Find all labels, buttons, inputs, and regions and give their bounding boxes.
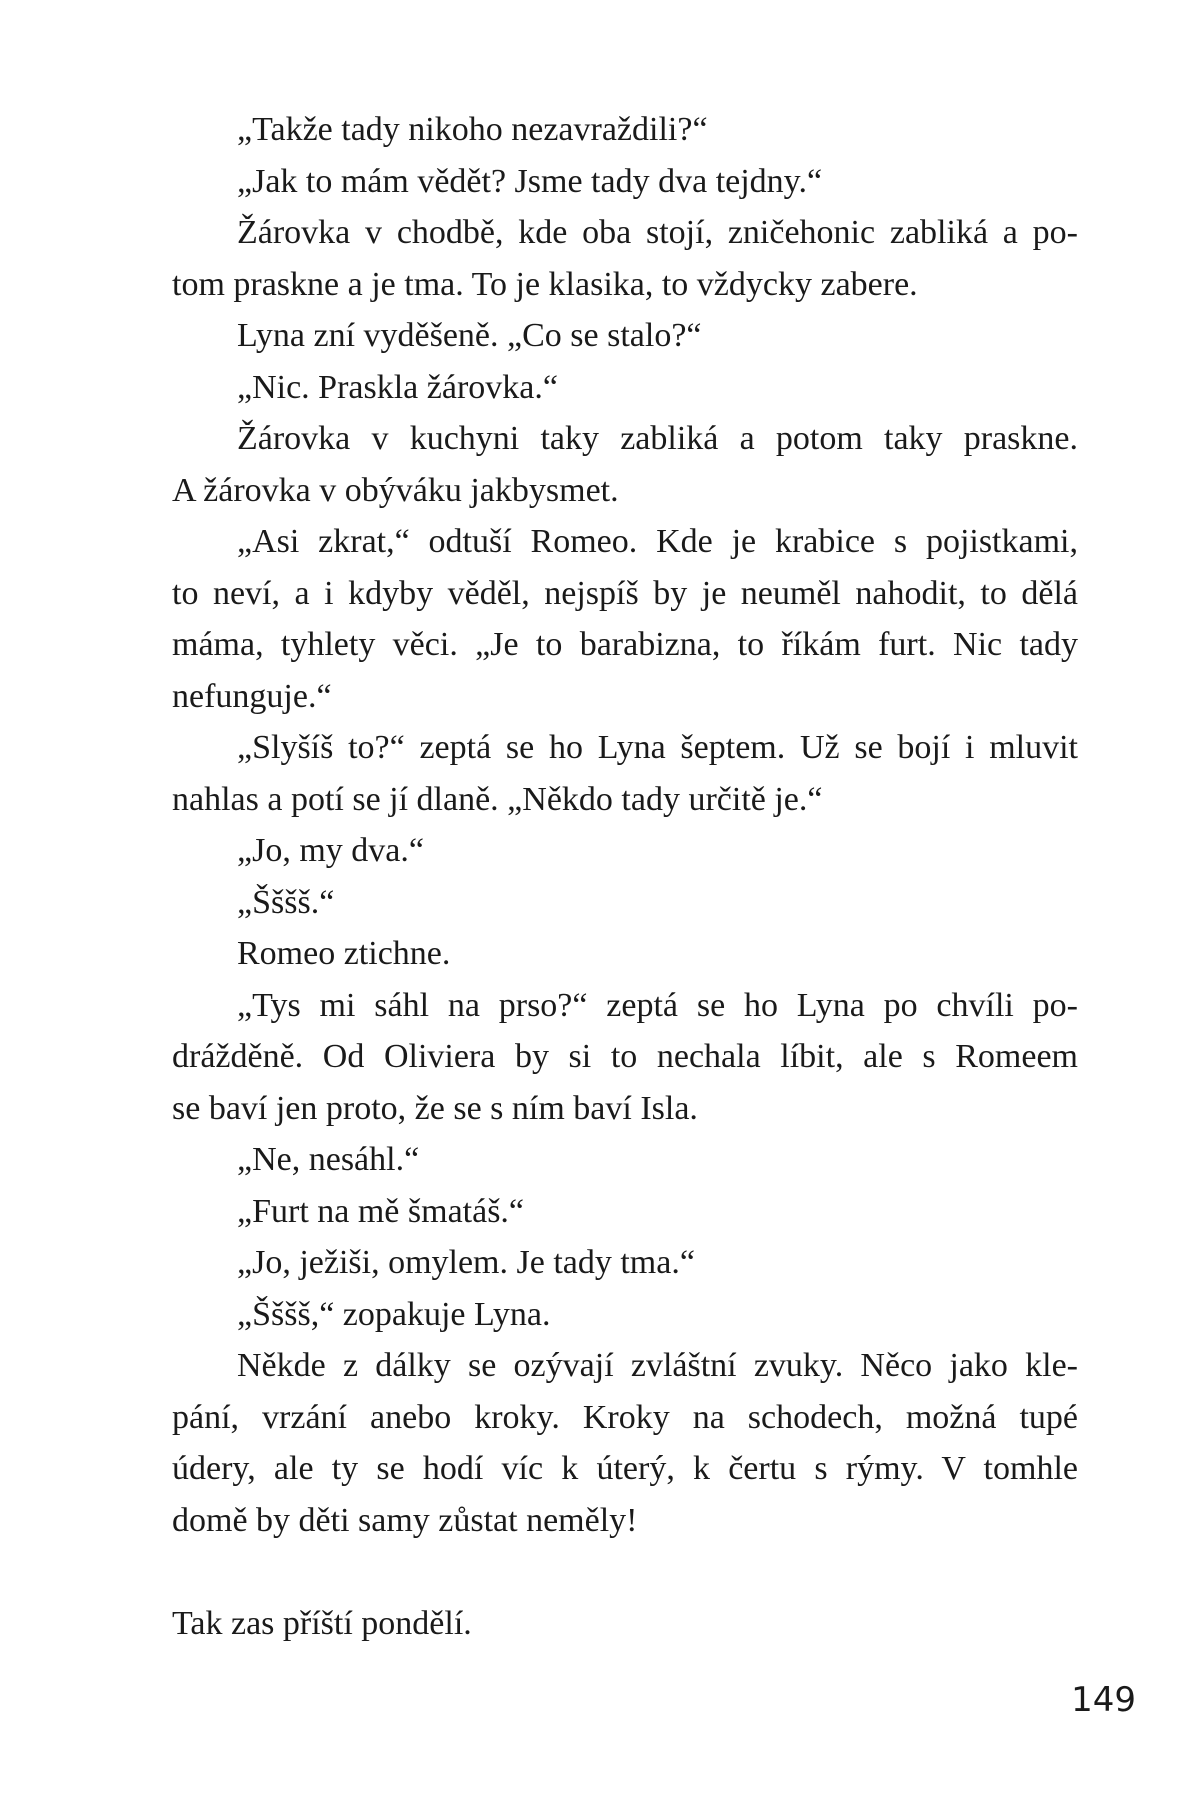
page-number: 149 (1071, 1680, 1136, 1720)
text-line: Žárovka v kuchyni taky zabliká a potom taky praskne. (237, 420, 1078, 457)
text-line: „Tys mi sáhl na prso?“ zeptá se ho Lyna po chvíli po- (237, 986, 1078, 1024)
text-line: drážděně. Od Oliviera by si to nechala líbit, ale s Romeem (172, 1038, 1078, 1075)
blank-line (172, 1546, 1078, 1598)
text-line: „Furt na mě šmatáš.“ (237, 1192, 525, 1230)
text-line: údery, ale ty se hodí víc k úterý, k čertu s rýmy. V tomhle (172, 1450, 1078, 1487)
text-line: „Jo, my dva.“ (237, 832, 424, 869)
text-line: domě by děti samy zůstat neměly! (172, 1501, 638, 1539)
text-line: „Asi zkrat,“ odtuší Romeo. Kde je krabice s pojistkami, (237, 523, 1078, 560)
closing-line: Tak zas příští pondělí. (172, 1604, 472, 1642)
body-text (172, 104, 1078, 1649)
text-line: „Jak to mám vědět? Jsme tady dva tejdny.“ (237, 162, 823, 200)
text-line: „Šššš,“ zopakuje Lyna. (237, 1295, 551, 1333)
text-line: A žárovka v obýváku jakbysmet. (172, 471, 619, 509)
text-line: Romeo ztichne. (237, 935, 451, 972)
text-line: „Ne, nesáhl.“ (237, 1141, 420, 1178)
text-line: nefunguje.“ (172, 677, 332, 715)
text-line: tom praskne a je tma. To je klasika, to vždycky zabere. (172, 265, 918, 303)
text-line: „Nic. Praskla žárovka.“ (237, 368, 558, 406)
text-line: to neví, a i kdyby věděl, nejspíš by je neuměl nahodit, to dělá (172, 574, 1078, 612)
text-line: „Šššš.“ (237, 883, 335, 921)
text-line: máma, tyhlety věci. „Je to barabizna, to říkám furt. Nic tady (172, 626, 1078, 663)
text-line: „Jo, ježiši, omylem. Je tady tma.“ (237, 1244, 695, 1281)
text-line: Lyna zní vyděšeně. „Co se stalo?“ (237, 317, 702, 354)
text-line: Někde z dálky se ozývají zvláštní zvuky. Něco jako kle- (237, 1347, 1078, 1384)
text-line: nahlas a potí se jí dlaně. „Někdo tady určitě je.“ (172, 780, 823, 818)
text-line: se baví jen proto, že se s ním baví Isla. (172, 1089, 698, 1127)
text-line: pání, vrzání anebo kroky. Kroky na schodech, možná tupé (172, 1398, 1078, 1436)
text-line: „Takže tady nikoho nezavraždili?“ (237, 111, 708, 148)
text-line: Žárovka v chodbě, kde oba stojí, zničehonic zabliká a po- (237, 214, 1078, 251)
text-line: „Slyšíš to?“ zeptá se ho Lyna šeptem. Už se bojí i mluvit (237, 729, 1078, 766)
